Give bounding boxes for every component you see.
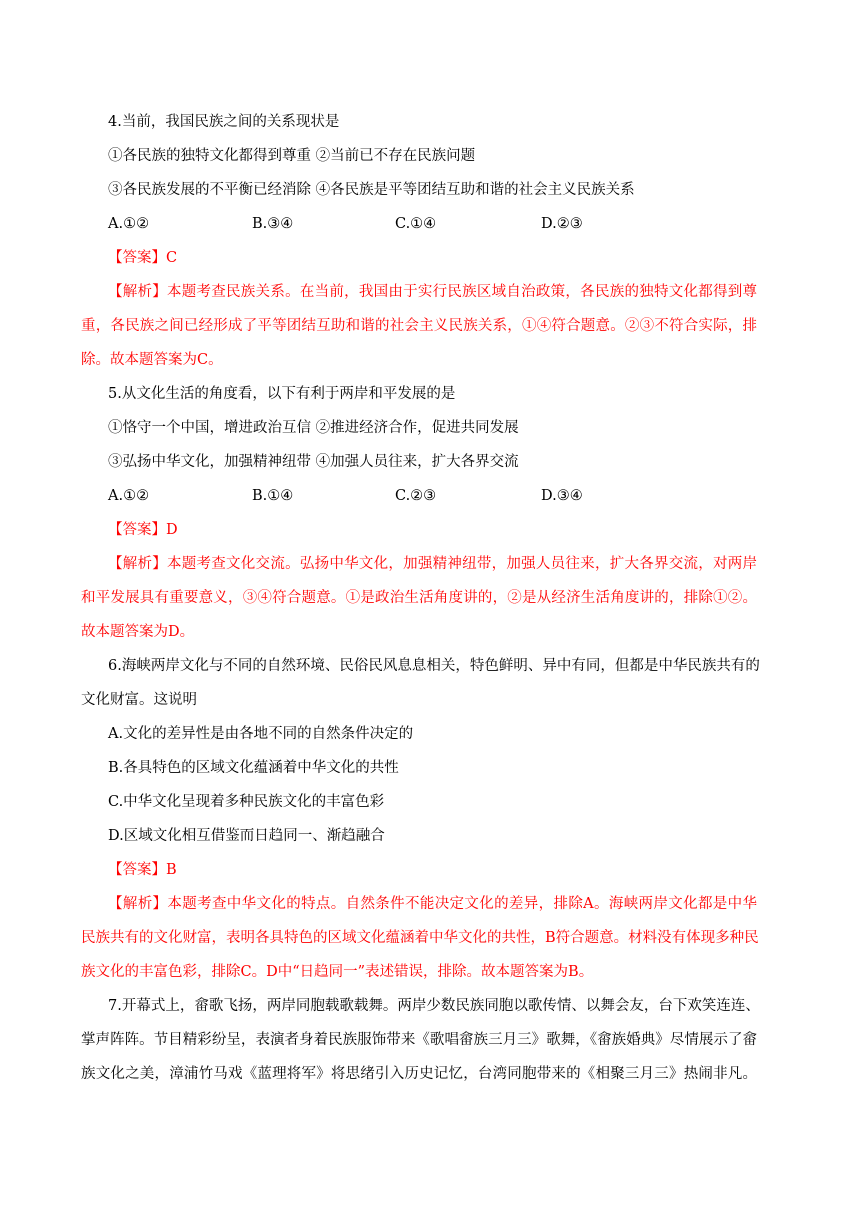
q5-stem: 5.从文化生活的角度看，以下有利于两岸和平发展的是 bbox=[108, 386, 456, 402]
q4-stem: 4.当前，我国民族之间的关系现状是 bbox=[108, 114, 340, 130]
q4-option-b: B.③④ bbox=[252, 216, 294, 232]
q4-statements-1: ①各民族的独特文化都得到尊重 ②当前已不存在民族问题 bbox=[108, 148, 476, 164]
q4-option-c: C.①④ bbox=[395, 216, 437, 232]
q5-statements-1: ①恪守一个中国，增进政治互信 ②推进经济合作，促进共同发展 bbox=[108, 420, 519, 436]
q6-stem-line: 文化财富。这说明 bbox=[81, 692, 197, 708]
q6-analysis-line: 民族共有的文化财富，表明各具特色的区域文化蕴涵着中华文化的共性，B符合题意。材料没有体现多种民 bbox=[81, 930, 759, 946]
q4-answer: 【答案】C bbox=[108, 250, 178, 266]
document-page bbox=[81, 105, 784, 1091]
q6-stem bbox=[81, 649, 760, 717]
q6-analysis-line: 族文化的丰富色彩，排除C。D中“日趋同一”表述错误，排除。故本题答案为B。 bbox=[81, 964, 594, 980]
q6-analysis-line: 【解析】本题考查中华文化的特点。自然条件不能决定文化的差异，排除A。海峡两岸文化都是中华 bbox=[108, 896, 757, 912]
q6-analysis bbox=[81, 887, 757, 989]
q5-analysis bbox=[81, 547, 757, 649]
q7-stem bbox=[81, 989, 760, 1091]
q7-stem-line: 掌声阵阵。节目精彩纷呈，表演者身着民族服饰带来《歌唱畲族三月三》歌舞，《畲族婚典》尽情展示了畲 bbox=[81, 1032, 757, 1048]
q5-option-c: C.②③ bbox=[395, 488, 437, 504]
q6-option-b: B.各具特色的区域文化蕴涵着中华文化的共性 bbox=[108, 760, 399, 776]
q4-analysis bbox=[81, 275, 757, 377]
q5-answer: 【答案】D bbox=[108, 522, 178, 538]
q4-analysis-line: 除。故本题答案为C。 bbox=[81, 352, 223, 368]
q4-analysis-line: 重，各民族之间已经形成了平等团结互助和谐的社会主义民族关系，①④符合题意。②③不符合实际，排 bbox=[81, 318, 757, 334]
q5-option-d: D.③④ bbox=[541, 488, 583, 504]
q6-answer: 【答案】B bbox=[108, 862, 177, 878]
q5-option-b: B.①④ bbox=[252, 488, 294, 504]
q6-option-a: A.文化的差异性是由各地不同的自然条件决定的 bbox=[108, 726, 414, 742]
q6-option-c: C.中华文化呈现着多种民族文化的丰富色彩 bbox=[108, 794, 385, 810]
q5-analysis-line: 故本题答案为D。 bbox=[81, 624, 195, 640]
q7-stem-line: 7.开幕式上，畲歌飞扬，两岸同胞载歌载舞。两岸少数民族同胞以歌传情、以舞会友，台下欢笑连连、 bbox=[108, 998, 760, 1014]
q4-statements-2: ③各民族发展的不平衡已经消除 ④各民族是平等团结互助和谐的社会主义民族关系 bbox=[108, 182, 635, 198]
q6-stem-line: 6.海峡两岸文化与不同的自然环境、民俗民风息息相关，特色鲜明、异中有同，但都是中华民族共有的 bbox=[108, 658, 760, 674]
q6-option-d: D.区域文化相互借鉴而日趋同一、渐趋融合 bbox=[108, 828, 385, 844]
q5-analysis-line: 和平发展具有重要意义，③④符合题意。①是政治生活角度讲的，②是从经济生活角度讲的，排除①②。 bbox=[81, 590, 757, 606]
q7-stem-line: 族文化之美，漳浦竹马戏《蓝理将军》将思绪引入历史记忆，台湾同胞带来的《相聚三月三》热闹非凡。 bbox=[81, 1066, 757, 1082]
q4-analysis-line: 【解析】本题考查民族关系。在当前，我国由于实行民族区域自治政策，各民族的独特文化都得到尊 bbox=[108, 284, 757, 300]
q4-option-d: D.②③ bbox=[541, 216, 583, 232]
q4-option-a: A.①② bbox=[108, 216, 150, 232]
q4-options bbox=[108, 207, 784, 241]
q5-statements-2: ③弘扬中华文化，加强精神纽带 ④加强人员往来，扩大各界交流 bbox=[108, 454, 519, 470]
q5-analysis-line: 【解析】本题考查文化交流。弘扬中华文化，加强精神纽带，加强人员往来，扩大各界交流，对两岸 bbox=[108, 556, 757, 572]
q5-options bbox=[108, 479, 784, 513]
q5-option-a: A.①② bbox=[108, 488, 150, 504]
